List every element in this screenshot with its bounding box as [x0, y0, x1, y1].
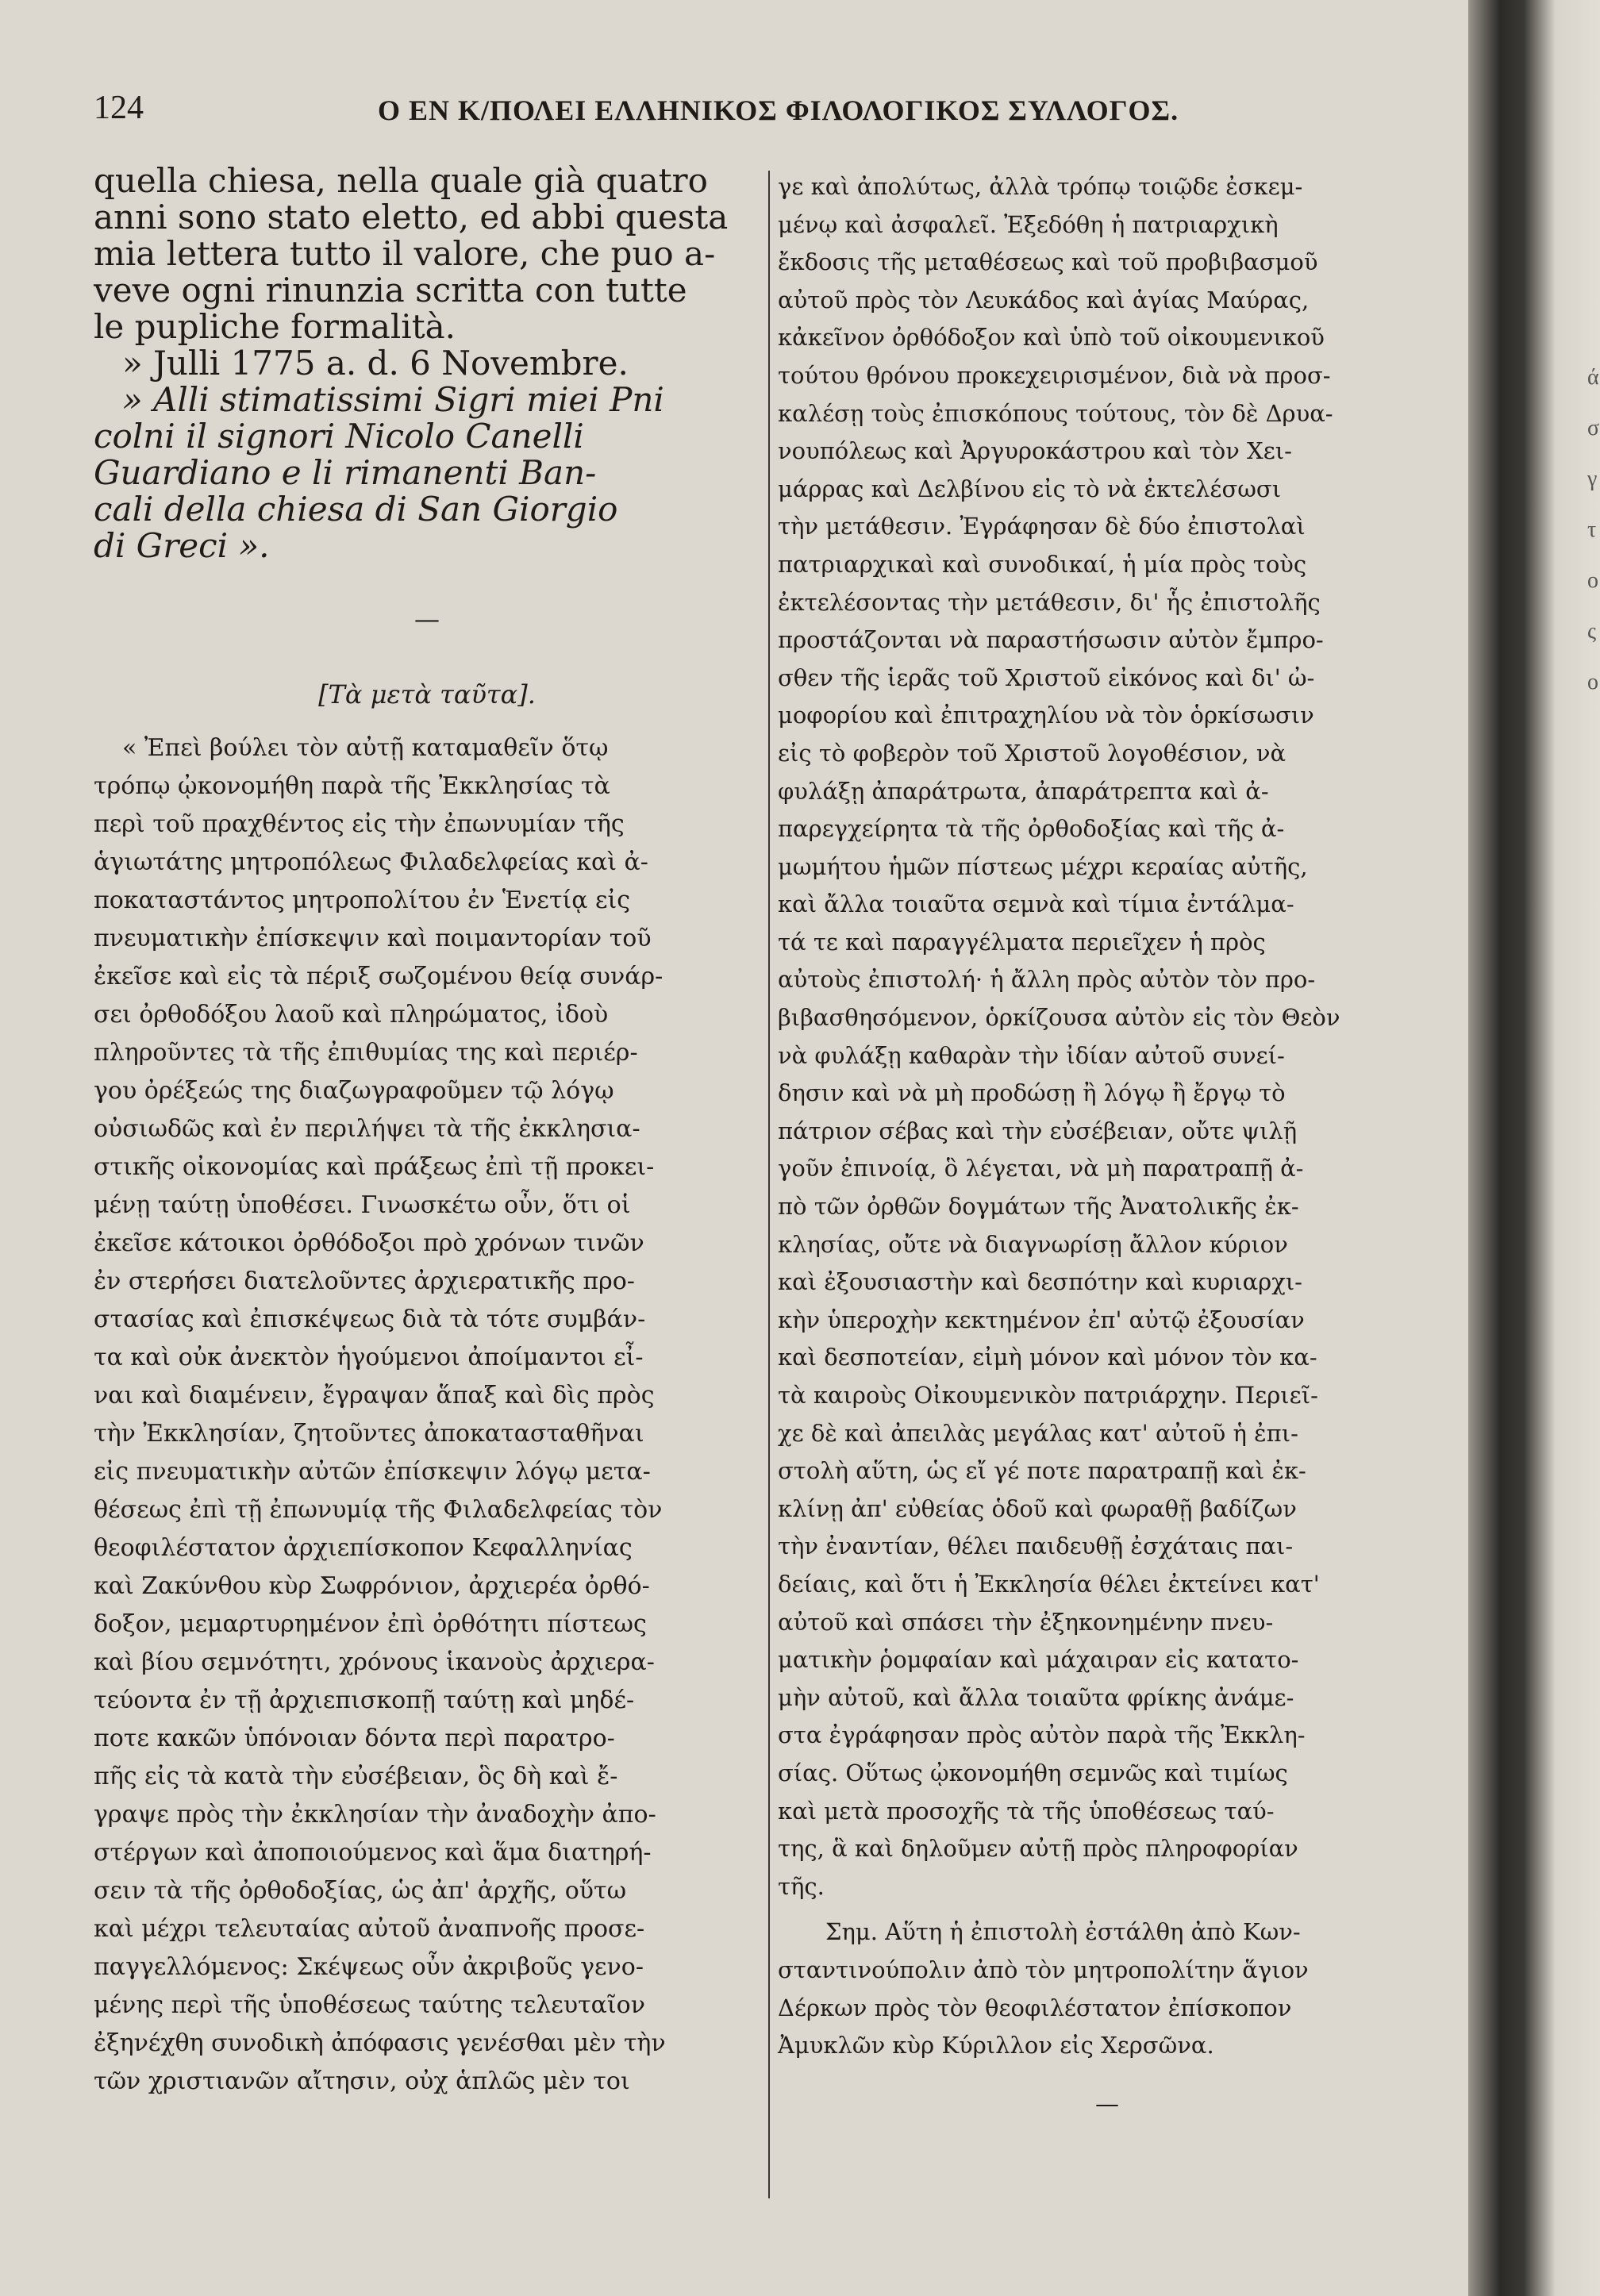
text-line: quella chiesa, nella quale già quatro	[94, 161, 708, 200]
text-line: πάτριον σέβας καὶ τὴν εὐσέβειαν, οὔτε ψιλῇ	[778, 1117, 1298, 1144]
text-line: γοῦν ἐπινοίᾳ, ὃ λέγεται, νὰ μὴ παρατραπῇ ἀ-	[778, 1155, 1304, 1183]
text-line: ἐκτελέσοντας τὴν μετάθεσιν, δι' ἧς ἐπιστολῆς	[778, 588, 1321, 616]
text-line: ποκαταστάντος μητροπολίτου ἐν Ἑνετίᾳ εἰς	[94, 886, 631, 914]
text-line: στικῆς οἰκονομίας καὶ πράξεως ἐπὶ τῇ προκει-	[94, 1153, 655, 1181]
text-line: εἰς τὸ φοβερὸν τοῦ Χριστοῦ λογοθέσιον, νὰ	[778, 739, 1287, 767]
text-line: εἰς πνευματικὴν αὐτῶν ἐπίσκεψιν λόγῳ μετα-	[94, 1458, 651, 1486]
facing-page-edge	[1587, 365, 1600, 721]
text-line: δοξον, μεμαρτυρημένον ἐπὶ ὀρθότητι πίστεως	[94, 1610, 647, 1638]
section-heading: [Τὰ μετὰ ταῦτα].	[318, 679, 536, 710]
text-line: γραψε πρὸς τὴν ἐκκλησίαν τὴν ἀναδοχὴν ἀπο-	[94, 1801, 656, 1829]
address-line: Guardiano e li rimanenti Ban-	[94, 453, 597, 492]
text-line: μοφορίου καὶ ἐπιτραχηλίου νὰ τὸν ὁρκίσωσιν	[778, 702, 1314, 729]
text-line: ἐν στερήσει διατελοῦντες ἀρχιερατικῆς προ-	[94, 1267, 635, 1295]
text-line: le pupliche formalità.	[94, 307, 456, 346]
text-line: τρόπῳ ᾠκονομήθη παρὰ τῆς Ἐκκλησίας τὰ	[94, 772, 610, 800]
text-line: παγγελλόμενος: Σκέψεως οὖν ἀκριβοῦς γενο-	[94, 1953, 644, 1981]
text-line: ἁγιωτάτης μητροπόλεως Φιλαδελφείας καὶ ἀ-	[94, 848, 648, 876]
text-line: καὶ δεσποτείαν, εἰμὴ μόνον καὶ μόνον τὸν κα-	[778, 1344, 1317, 1371]
text-line: ἐκεῖσε κάτοικοι ὀρθόδοξοι πρὸ χρόνων τινῶν	[94, 1229, 644, 1257]
text-line: τὴν μετάθεσιν. Ἐγράφησαν δὲ δύο ἐπιστολαὶ	[778, 513, 1306, 540]
margin-letter: ά	[1587, 365, 1599, 390]
text-line: τὰ καιροὺς Οἰκουμενικὸν πατριάρχην. Περιεῖ-	[778, 1382, 1318, 1409]
text-line: νουπόλεως καὶ Ἀργυροκάστρου καὶ τὸν Χει-	[778, 437, 1292, 465]
text-line: περὶ τοῦ πραχθέντος εἰς τὴν ἐπωνυμίαν τῆς	[94, 810, 625, 838]
text-line: τῆς.	[778, 1872, 825, 1900]
text-line: οὐσιωδῶς καὶ ἐν περιλήψει τὰ τῆς ἐκκλησια-	[94, 1115, 640, 1143]
text-line: καὶ ἄλλα τοιαῦτα σεμνὰ καὶ τίμια ἐντάλμα-	[778, 890, 1294, 918]
page-number: 124	[94, 90, 144, 126]
text-line: σίας. Οὕτως ᾠκονομήθη σεμνῶς καὶ τιμίως	[778, 1759, 1288, 1786]
text-line: ἐκεῖσε καὶ εἰς τὰ πέριξ σωζομένου θείᾳ συνάρ-	[94, 963, 663, 990]
text-line: θέσεως ἐπὶ τῇ ἐπωνυμίᾳ τῆς Φιλαδελφείας τὸν	[94, 1496, 663, 1524]
text-line: τὴν Ἐκκλησίαν, ζητοῦντες ἀποκατασταθῆναι	[94, 1420, 644, 1448]
text-line: veve ogni rinunzia scritta con tutte	[94, 271, 687, 310]
text-line: μένῳ καὶ ἀσφαλεῖ. Ἐξεδόθη ἡ πατριαρχικὴ	[778, 210, 1279, 238]
text-line: της, ἃ καὶ δηλοῦμεν αὐτῇ πρὸς πληροφορίαν	[778, 1835, 1298, 1863]
text-line: καὶ μετὰ προσοχῆς τὰ τῆς ὑποθέσεως ταύ-	[778, 1797, 1275, 1825]
text-line: Δέρκων πρὸς τὸν θεοφιλέστατον ἐπίσκοπον	[778, 1994, 1292, 2021]
latin-paragraph	[94, 163, 760, 564]
text-line: anni sono stato eletto, ed abbi questa	[94, 198, 729, 237]
column-divider	[768, 171, 770, 2198]
text-line: ματικὴν ῥομφαίαν καὶ μάχαιραν εἰς κατατο-	[778, 1646, 1299, 1674]
margin-letter: τ	[1587, 517, 1597, 542]
end-separator: —	[1095, 2090, 1119, 2118]
text-line: κὴν ὑπεροχὴν κεκτημένον ἐπ' αὐτῷ ἐξουσίαν	[778, 1306, 1305, 1333]
text-line: μάρρας καὶ Δελβίνου εἰς τὸ νὰ ἐκτελέσωσι	[778, 475, 1282, 502]
text-line: ἐξηνέχθη συνοδικὴ ἀπόφασις γενέσθαι μὲν τὴν	[94, 2029, 666, 2057]
text-line: φυλάξῃ ἀπαράτρωτα, ἀπαράτρεπτα καὶ ἀ-	[778, 777, 1269, 805]
text-line: αὐτοῦ πρὸς τὸν Λευκάδος καὶ ἁγίας Μαύρας,	[778, 286, 1310, 313]
text-line: νὰ φυλάξῃ καθαρὰν τὴν ἰδίαν αὐτοῦ συνεί-	[778, 1041, 1285, 1069]
text-line: σθεν τῆς ἱερᾶς τοῦ Χριστοῦ εἰκόνος καὶ δι' ὠ-	[778, 663, 1315, 691]
text-line: Σημ. Αὕτη ἡ ἐπιστολὴ ἐστάλθη ἀπὸ Κων-	[825, 1918, 1301, 1946]
date-line: » Julli 1775 a. d. 6 Novembre.	[122, 344, 629, 383]
address-line: » Alli stimatissimi Sigri miei Pni	[122, 380, 664, 419]
address-line: cali della chiesa di San Giorgio	[94, 490, 618, 529]
text-line: mia lettera tutto il valore, che puo a-	[94, 234, 716, 273]
text-line: γου ὀρέξεώς της διαζωγραφοῦμεν τῷ λόγῳ	[94, 1077, 614, 1105]
text-line: δείαις, καὶ ὅτι ἡ Ἐκκλησία θέλει ἐκτείνει κατ'	[778, 1570, 1320, 1598]
text-line: σειν τὰ τῆς ὀρθοδοξίας, ὡς ἀπ' ἀρχῆς, οὕτω	[94, 1877, 627, 1905]
text-line: βιβασθησόμενον, ὁρκίζουσα αὐτὸν εἰς τὸν Θεὸν	[778, 1004, 1340, 1032]
text-line: σει ὀρθοδόξου λαοῦ καὶ πληρώματος, ἰδοὺ	[94, 1001, 609, 1029]
separator: —	[414, 604, 440, 634]
text-line: τούτου θρόνου προκεχειρισμένον, διὰ νὰ προσ-	[778, 361, 1331, 389]
text-line: ποτε κακῶν ὑπόνοιαν δόντα περὶ παρατρο-	[94, 1725, 615, 1752]
running-title: Ο ΕΝ Κ/ΠΟΛΕΙ ΕΛΛΗΝΙΚΟΣ ΦΙΛΟΛΟΓΙΚΟΣ ΣΥΛΛΟΓΟΣ.	[378, 94, 1179, 126]
text-line: Ἀμυκλῶν κὺρ Κύριλλον εἰς Χερσῶνα.	[778, 2032, 1214, 2059]
right-column	[778, 168, 1437, 2129]
book-gutter	[1468, 0, 1600, 2296]
text-line: καὶ βίου σεμνότητι, χρόνους ἱκανοὺς ἀρχιερα-	[94, 1648, 655, 1676]
text-line: πὸ τῶν ὀρθῶν δογμάτων τῆς Ἀνατολικῆς ἐκ-	[778, 1193, 1299, 1221]
address-line: di Greci ».	[94, 526, 270, 565]
text-line: αὐτοῦ καὶ σπάσει τὴν ἐξηκονημένην πνευ-	[778, 1608, 1274, 1636]
text-line: θεοφιλέστατον ἀρχιεπίσκοπον Κεφαλληνίας	[94, 1534, 633, 1562]
text-line: μωμήτου ἡμῶν πίστεως μέχρι κεραίας αὐτῆς,	[778, 852, 1308, 880]
text-line: ἔκδοσις τῆς μεταθέσεως καὶ τοῦ προβιβασμοῦ	[778, 248, 1318, 276]
greek-text-block-right	[778, 168, 1437, 1906]
text-line: καλέσῃ τοὺς ἐπισκόπους τούτους, τὸν δὲ Δρυα-	[778, 399, 1333, 427]
text-line: πατριαρχικαὶ καὶ συνοδικαί, ἡ μία πρὸς τοὺς	[778, 550, 1307, 578]
text-line: καὶ Ζακύνθου κὺρ Σωφρόνιον, ἀρχιερέα ὀρθό-	[94, 1572, 650, 1600]
margin-letter: γ	[1587, 467, 1598, 491]
text-line: πνευματικὴν ἐπίσκεψιν καὶ ποιμαντορίαν τοῦ	[94, 925, 652, 952]
left-column	[94, 163, 760, 2101]
margin-letter: ς	[1587, 619, 1597, 644]
text-line: τά τε καὶ παραγγέλματα περιεῖχεν ἡ πρὸς	[778, 928, 1266, 956]
text-line: πῆς εἰς τὰ κατὰ τὴν εὐσέβειαν, ὃς δὴ καὶ ἔ-	[94, 1763, 618, 1790]
text-line: παρεγχείρητα τὰ τῆς ὀρθοδοξίας καὶ τῆς ἀ-	[778, 815, 1285, 843]
text-line: γε καὶ ἀπολύτως, ἀλλὰ τρόπῳ τοιῷδε ἐσκεμ-	[778, 173, 1303, 200]
text-line: τὴν ἐναντίαν, θέλει παιδευθῇ ἐσχάταις παι-	[778, 1533, 1294, 1560]
text-line: τεύοντα ἐν τῇ ἀρχιεπισκοπῇ ταύτῃ καὶ μηδέ-	[94, 1686, 635, 1714]
text-line: καὶ ἐξουσιαστὴν καὶ δεσπότην καὶ κυριαρχι-	[778, 1268, 1302, 1296]
text-line: σταντινούπολιν ἀπὸ τὸν μητροπολίτην ἅγιον	[778, 1956, 1309, 1983]
text-line: κλησίας, οὔτε νὰ διαγνωρίσῃ ἄλλον κύριον	[778, 1230, 1288, 1258]
text-line: προστάζονται νὰ παραστήσωσιν αὐτὸν ἔμπρο-	[778, 626, 1324, 654]
text-line: μὴν αὐτοῦ, καὶ ἄλλα τοιαῦτα φρίκης ἀνάμε-	[778, 1683, 1294, 1711]
text-line: « Ἐπεὶ βούλει τὸν αὐτῇ καταμαθεῖν ὅτῳ	[122, 734, 609, 762]
footnote	[778, 1913, 1437, 2064]
text-line: μένης περὶ τῆς ὑποθέσεως ταύτης τελευταῖον	[94, 1991, 645, 2019]
page-header	[94, 89, 1205, 137]
text-line: ναι καὶ διαμένειν, ἔγραψαν ἅπαξ καὶ δὶς πρὸς	[94, 1382, 655, 1410]
text-line: δησιν καὶ νὰ μὴ προδώσῃ ἢ λόγῳ ἢ ἔργῳ τὸ	[778, 1079, 1286, 1107]
text-line: αὐτοὺς ἐπιστολή· ἡ ἄλλη πρὸς αὐτὸν τὸν προ-	[778, 966, 1316, 994]
text-line: στέργων καὶ ἀποποιούμενος καὶ ἅμα διατηρή-	[94, 1839, 652, 1867]
text-line: κλίνῃ ἀπ' εὐθείας ὁδοῦ καὶ φωραθῇ βαδίζων	[778, 1494, 1297, 1522]
text-line: πληροῦντες τὰ τῆς ἐπιθυμίας της καὶ περιέρ-	[94, 1039, 638, 1067]
text-line: στολὴ αὕτη, ὡς εἴ γέ ποτε παρατραπῇ καὶ ἐκ-	[778, 1457, 1306, 1485]
text-line: χε δὲ καὶ ἀπειλὰς μεγάλας κατ' αὐτοῦ ἡ ἐπι-	[778, 1419, 1298, 1447]
text-line: τῶν χριστιανῶν αἴτησιν, οὐχ ἁπλῶς μὲν τοι	[94, 2067, 630, 2095]
margin-letter: σ	[1587, 416, 1600, 440]
text-line: τα καὶ οὐκ ἀνεκτὸν ἡγούμενοι ἀποίμαντοι εἶ-	[94, 1344, 644, 1371]
margin-letter: ο	[1587, 670, 1598, 694]
address-line: colni il signori Nicolo Canelli	[94, 417, 584, 456]
text-line: καὶ μέχρι τελευταίας αὐτοῦ ἀναπνοῆς προσε-	[94, 1915, 645, 1943]
text-line: κἀκεῖνον ὀρθόδοξον καὶ ὑπὸ τοῦ οἰκουμενικοῦ	[778, 324, 1325, 352]
text-line: στασίας καὶ ἐπισκέψεως διὰ τὰ τότε συμβάν-	[94, 1306, 646, 1333]
text-line: μένῃ ταύτῃ ὑποθέσει. Γινωσκέτω οὖν, ὅτι οἱ	[94, 1191, 631, 1219]
margin-letter: ο	[1587, 568, 1598, 593]
greek-text-block	[94, 729, 760, 2101]
text-line: στα ἐγράφησαν πρὸς αὐτὸν παρὰ τῆς Ἐκκλη-	[778, 1721, 1306, 1749]
